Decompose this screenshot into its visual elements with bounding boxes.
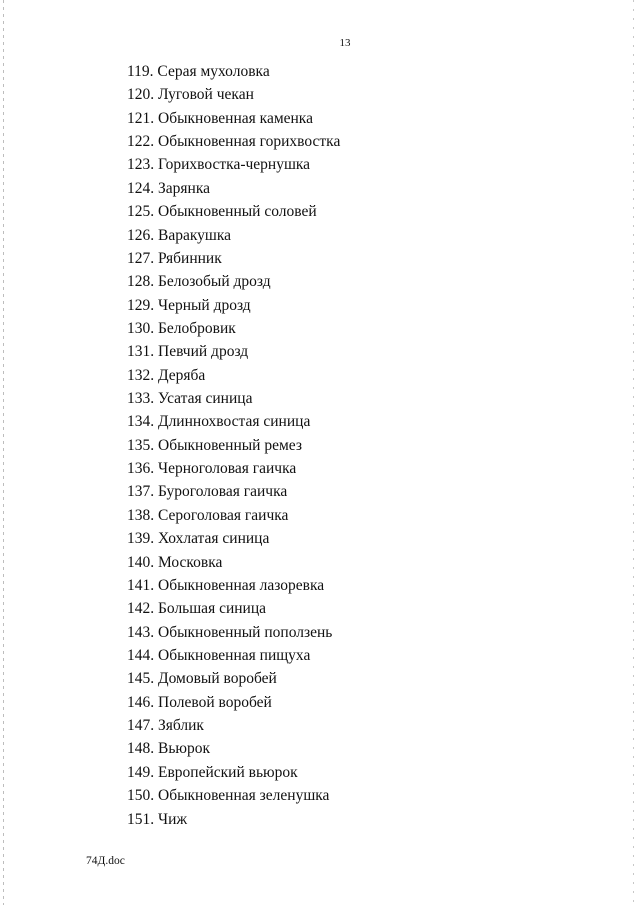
list-item: 135. Обыкновенный ремез: [127, 436, 302, 454]
list-item: 129. Черный дрозд: [127, 296, 251, 314]
list-item: 141. Обыкновенная лазоревка: [127, 576, 325, 594]
list-item: 147. Зяблик: [127, 717, 204, 735]
page-number: 13: [339, 37, 351, 49]
list-item: 119. Серая мухоловка: [127, 63, 270, 80]
list-item: 134. Длиннохвостая синица: [127, 413, 311, 431]
list-item: 125. Обыкновенный соловей: [127, 203, 317, 221]
footer-filename: 74Д.doc: [86, 855, 125, 867]
list-item: 127. Рябинник: [127, 249, 222, 267]
scan-edge-right: [633, 0, 634, 905]
list-item: 139. Хохлатая синица: [127, 530, 270, 548]
scan-edge-left: [3, 0, 4, 905]
species-list: [127, 60, 340, 831]
list-item: 142. Большая синица: [127, 600, 267, 618]
list-item: 122. Обыкновенная горихвостка: [127, 133, 341, 151]
list-item: 143. Обыкновенный поползень: [127, 623, 333, 641]
list-item: 138. Сероголовая гаичка: [127, 506, 289, 524]
list-item: 124. Зарянка: [127, 179, 210, 197]
list-item: 140. Московка: [127, 553, 223, 571]
list-item: 132. Деряба: [127, 366, 206, 384]
list-item: 149. Европейский вьюрок: [127, 763, 298, 781]
list-item: 148. Вьюрок: [127, 740, 211, 758]
list-item: 151. Чиж: [127, 810, 188, 828]
list-item: 131. Певчий дрозд: [127, 343, 249, 361]
list-item: 130. Белобровик: [127, 319, 236, 337]
list-item: 145. Домовый воробей: [127, 670, 277, 688]
list-item: 123. Горихвостка-чернушка: [127, 156, 311, 174]
list-item: 133. Усатая синица: [127, 390, 253, 408]
list-item: 146. Полевой воробей: [127, 693, 272, 711]
list-item: 136. Черноголовая гаичка: [127, 460, 297, 478]
list-item: 150. Обыкновенная зеленушка: [127, 787, 330, 805]
list-item: 126. Варакушка: [127, 226, 232, 244]
list-item: 120. Луговой чекан: [127, 86, 254, 104]
list-item: 121. Обыкновенная каменка: [127, 109, 313, 127]
list-item: 144. Обыкновенная пищуха: [127, 646, 311, 664]
list-item: 128. Белозобый дрозд: [127, 273, 271, 291]
list-item: 137. Буроголовая гаичка: [127, 483, 288, 501]
